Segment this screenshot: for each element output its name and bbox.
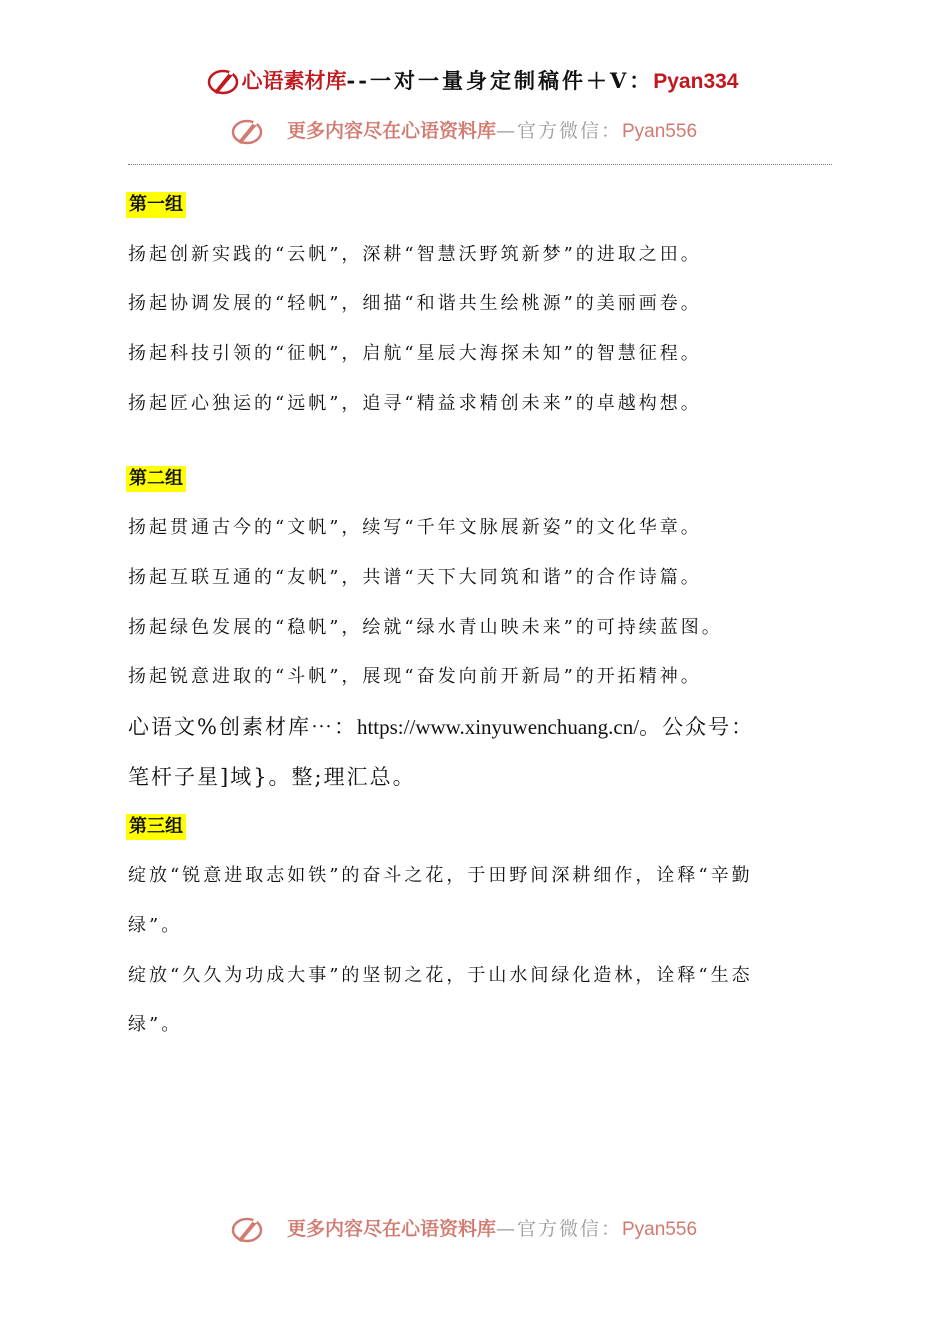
promo-text: 更多内容尽在心语资料库	[286, 1218, 496, 1240]
watermark-prefix: 心语文%创素材库⋯：	[128, 715, 357, 739]
promo-contact: Pyan556	[622, 121, 698, 142]
group-label: 第一组	[126, 192, 186, 218]
footer-promo	[0, 1212, 950, 1246]
slogan-line: 绿”。	[128, 915, 183, 936]
group-label: 第二组	[126, 466, 186, 492]
slogan-line: 扬起互联互通的“友帆”，共谱“天下大同筑和谐”的合作诗篇。	[128, 567, 702, 588]
slogan-line: 扬起创新实践的“云帆”，深耕“智慧沃野筑新梦”的进取之田。	[128, 244, 702, 265]
header-brand: 心语素材库	[241, 68, 347, 93]
watermark-line-2: 笔杆子星]域}。整;理汇总。	[128, 765, 416, 789]
promo-wechat-label: —官方微信：	[495, 1218, 622, 1240]
slogan-line: 绽放“久久为功成大事”的坚韧之花，于山水间绿化造林，诠释“生态	[128, 965, 753, 986]
header-title	[0, 64, 950, 98]
header-contact: Pyan334	[653, 70, 739, 93]
promo-text: 更多内容尽在心语资料库	[286, 120, 496, 142]
watermark-line	[128, 711, 754, 743]
slogan-line: 扬起协调发展的“轻帆”，细描“和谐共生绘桃源”的美丽画卷。	[128, 293, 702, 314]
promo-contact: Pyan556	[622, 1219, 698, 1240]
group-label: 第三组	[126, 814, 186, 840]
header-promo	[0, 114, 950, 148]
slogan-line: 扬起绿色发展的“稳帆”，绘就“绿水青山映未来”的可持续蓝图。	[128, 617, 723, 638]
slogan-line: 绿”。	[128, 1014, 183, 1035]
slogan-line: 扬起匠心独运的“远帆”，追寻“精益求精创未来”的卓越构想。	[128, 393, 702, 414]
slogan-line: 扬起科技引领的“征帆”，启航“星辰大海探未知”的智慧征程。	[128, 343, 702, 364]
header-tagline: --一对一量身定制稿件＋V：	[346, 68, 654, 93]
promo-wechat-label: —官方微信：	[495, 120, 622, 142]
slogan-line: 扬起锐意进取的“斗帆”，展现“奋发向前开新局”的开拓精神。	[128, 666, 702, 687]
watermark-url: https://www.xinyuwenchuang.cn/	[356, 715, 640, 739]
watermark-suffix: 。公众号：	[639, 715, 755, 739]
slogan-line: 绽放“锐意进取志如铁”的奋斗之花，于田野间深耕细作，诠释“辛勤	[128, 865, 753, 886]
header-divider	[128, 164, 832, 165]
slogan-line: 扬起贯通古今的“文帆”，续写“千年文脉展新姿”的文化华章。	[128, 517, 702, 538]
